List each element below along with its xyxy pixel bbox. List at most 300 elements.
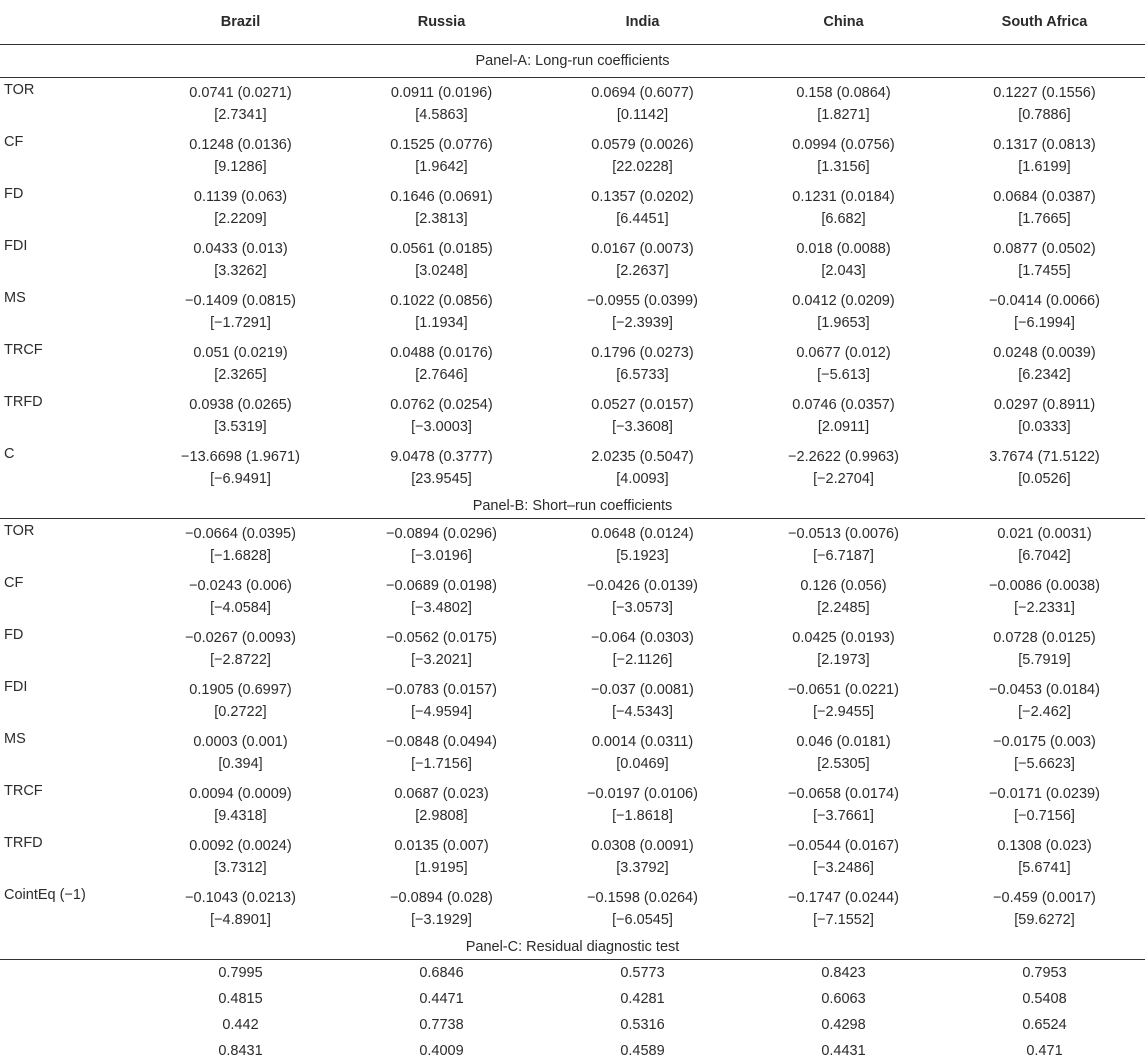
t-statistic: [0.0333]: [944, 416, 1145, 438]
coefficient-cell: [542, 623, 743, 675]
coefficient-cell: [944, 675, 1145, 727]
table-row: [0, 960, 1145, 987]
diagnostic-value: 0.5316: [542, 1012, 743, 1038]
table-row: [0, 338, 1145, 390]
coefficient-estimate: 0.1022 (0.0856): [341, 290, 542, 312]
coefficient-estimate: 0.0762 (0.0254): [341, 394, 542, 416]
t-statistic: [2.2209]: [140, 208, 341, 230]
coefficient-cell: [542, 779, 743, 831]
t-statistic: [6.4451]: [542, 208, 743, 230]
coefficient-cell: [542, 338, 743, 390]
t-statistic: [1.1934]: [341, 312, 542, 334]
coefficient-cell: [944, 727, 1145, 779]
coefficient-cell: [944, 130, 1145, 182]
coefficient-cell: [542, 675, 743, 727]
header-row: [0, 0, 1145, 45]
diagnostic-value: 0.7738: [341, 1012, 542, 1038]
t-statistic: [−4.8901]: [140, 909, 341, 931]
coefficient-estimate: 0.0412 (0.0209): [743, 290, 944, 312]
coefficient-estimate: 0.0092 (0.0024): [140, 835, 341, 857]
coefficient-estimate: 0.0684 (0.0387): [944, 186, 1145, 208]
t-statistic: [0.2722]: [140, 701, 341, 723]
coefficient-estimate: 0.0746 (0.0357): [743, 394, 944, 416]
panel-a-row-label: TRFD: [0, 390, 140, 442]
t-statistic: [−3.3608]: [542, 416, 743, 438]
t-statistic: [6.5733]: [542, 364, 743, 386]
t-statistic: [6.2342]: [944, 364, 1145, 386]
t-statistic: [5.1923]: [542, 545, 743, 567]
empty-label-cell: [0, 986, 140, 1012]
diagnostic-value: 0.4009: [341, 1038, 542, 1064]
coefficient-estimate: 3.7674 (71.5122): [944, 446, 1145, 468]
coefficient-estimate: −2.2622 (0.9963): [743, 446, 944, 468]
coefficient-estimate: −0.0426 (0.0139): [542, 575, 743, 597]
t-statistic: [2.0911]: [743, 416, 944, 438]
t-statistic: [3.5319]: [140, 416, 341, 438]
header-south-africa: South Africa: [944, 0, 1145, 45]
t-statistic: [−1.7156]: [341, 753, 542, 775]
coefficient-cell: [542, 442, 743, 494]
coefficient-estimate: 0.126 (0.056): [743, 575, 944, 597]
coefficient-cell: [542, 571, 743, 623]
panel-a-row-label: C: [0, 442, 140, 494]
coefficient-cell: [341, 390, 542, 442]
coefficient-cell: [341, 727, 542, 779]
coefficient-estimate: 9.0478 (0.3777): [341, 446, 542, 468]
coefficient-cell: [140, 182, 341, 234]
coefficient-cell: [743, 182, 944, 234]
table-row: [0, 675, 1145, 727]
coefficient-estimate: −0.0197 (0.0106): [542, 783, 743, 805]
t-statistic: [−6.7187]: [743, 545, 944, 567]
coefficient-estimate: −0.0894 (0.028): [341, 887, 542, 909]
empty-label-cell: [0, 1012, 140, 1038]
coefficient-cell: [743, 338, 944, 390]
t-statistic: [−2.2331]: [944, 597, 1145, 619]
coefficient-cell: [341, 779, 542, 831]
coefficient-estimate: 0.0561 (0.0185): [341, 238, 542, 260]
t-statistic: [−2.2704]: [743, 468, 944, 490]
panel-b-row-label: CointEq (−1): [0, 883, 140, 935]
coefficient-estimate: 0.0248 (0.0039): [944, 342, 1145, 364]
t-statistic: [0.394]: [140, 753, 341, 775]
coefficient-cell: [341, 883, 542, 935]
coefficient-estimate: −0.0513 (0.0076): [743, 523, 944, 545]
table-row: [0, 286, 1145, 338]
table-row: [0, 234, 1145, 286]
t-statistic: [5.7919]: [944, 649, 1145, 671]
coefficient-estimate: −0.0664 (0.0395): [140, 523, 341, 545]
t-statistic: [2.3813]: [341, 208, 542, 230]
coefficient-cell: [944, 390, 1145, 442]
t-statistic: [−7.1552]: [743, 909, 944, 931]
coefficient-estimate: −0.459 (0.0017): [944, 887, 1145, 909]
diagnostic-value: 0.4431: [743, 1038, 944, 1064]
coefficient-estimate: 0.0488 (0.0176): [341, 342, 542, 364]
coefficient-cell: [743, 883, 944, 935]
panel-a-row-label: MS: [0, 286, 140, 338]
diagnostic-value: 0.6846: [341, 960, 542, 987]
coefficient-estimate: 0.1248 (0.0136): [140, 134, 341, 156]
panel-a-row-label: CF: [0, 130, 140, 182]
coefficient-estimate: 0.1231 (0.0184): [743, 186, 944, 208]
t-statistic: [5.6741]: [944, 857, 1145, 879]
t-statistic: [−3.0196]: [341, 545, 542, 567]
coefficient-estimate: 0.0297 (0.8911): [944, 394, 1145, 416]
t-statistic: [−1.6828]: [140, 545, 341, 567]
coefficient-estimate: 0.018 (0.0088): [743, 238, 944, 260]
coefficient-cell: [140, 286, 341, 338]
t-statistic: [2.3265]: [140, 364, 341, 386]
panel-a-title: Panel-A: Long-run coefficients: [0, 45, 1145, 78]
coefficient-cell: [743, 571, 944, 623]
table-row: [0, 623, 1145, 675]
diagnostic-value: 0.7953: [944, 960, 1145, 987]
t-statistic: [−5.6623]: [944, 753, 1145, 775]
coefficient-estimate: −0.0544 (0.0167): [743, 835, 944, 857]
coefficient-estimate: 0.0648 (0.0124): [542, 523, 743, 545]
coefficient-cell: [944, 571, 1145, 623]
coefficient-cell: [542, 286, 743, 338]
coefficient-cell: [542, 182, 743, 234]
t-statistic: [6.682]: [743, 208, 944, 230]
t-statistic: [0.0526]: [944, 468, 1145, 490]
coefficient-estimate: −0.0894 (0.0296): [341, 523, 542, 545]
coefficient-cell: [743, 831, 944, 883]
coefficient-estimate: −0.0243 (0.006): [140, 575, 341, 597]
coefficient-cell: [743, 130, 944, 182]
coefficient-cell: [743, 675, 944, 727]
coefficient-cell: [341, 234, 542, 286]
coefficient-estimate: 0.0135 (0.007): [341, 835, 542, 857]
coefficient-cell: [140, 519, 341, 572]
coefficient-cell: [140, 623, 341, 675]
coefficient-cell: [341, 338, 542, 390]
empty-label-cell: [0, 1038, 140, 1064]
coefficient-estimate: 0.1308 (0.023): [944, 835, 1145, 857]
coefficient-cell: [743, 623, 944, 675]
empty-label-cell: [0, 960, 140, 987]
diagnostic-value: 0.8423: [743, 960, 944, 987]
panel-b-row-label: MS: [0, 727, 140, 779]
coefficient-estimate: 0.0094 (0.0009): [140, 783, 341, 805]
coefficient-estimate: −0.0414 (0.0066): [944, 290, 1145, 312]
coefficient-cell: [944, 234, 1145, 286]
panel-a-row-label: TRCF: [0, 338, 140, 390]
t-statistic: [−1.7291]: [140, 312, 341, 334]
coefficient-estimate: −0.0171 (0.0239): [944, 783, 1145, 805]
header-brazil: Brazil: [140, 0, 341, 45]
table-row: [0, 519, 1145, 572]
table-body: [0, 45, 1145, 1064]
coefficient-estimate: 0.0994 (0.0756): [743, 134, 944, 156]
coefficient-cell: [542, 727, 743, 779]
coefficient-estimate: 0.1357 (0.0202): [542, 186, 743, 208]
t-statistic: [2.7646]: [341, 364, 542, 386]
t-statistic: [−4.9594]: [341, 701, 542, 723]
coefficient-estimate: −0.0955 (0.0399): [542, 290, 743, 312]
coefficient-cell: [944, 286, 1145, 338]
coefficient-estimate: −0.1043 (0.0213): [140, 887, 341, 909]
t-statistic: [2.2485]: [743, 597, 944, 619]
coefficient-cell: [944, 883, 1145, 935]
t-statistic: [0.0469]: [542, 753, 743, 775]
coefficient-cell: [944, 182, 1145, 234]
coefficient-estimate: −0.0086 (0.0038): [944, 575, 1145, 597]
table-row: [0, 1012, 1145, 1038]
t-statistic: [−1.8618]: [542, 805, 743, 827]
t-statistic: [−3.1929]: [341, 909, 542, 931]
coefficient-estimate: 0.1796 (0.0273): [542, 342, 743, 364]
coefficient-estimate: 0.0687 (0.023): [341, 783, 542, 805]
coefficient-cell: [140, 675, 341, 727]
table-row: [0, 78, 1145, 131]
diagnostic-value: 0.4281: [542, 986, 743, 1012]
coefficient-cell: [542, 78, 743, 131]
coefficient-cell: [341, 519, 542, 572]
coefficient-cell: [341, 442, 542, 494]
t-statistic: [2.9808]: [341, 805, 542, 827]
table-row: [0, 1038, 1145, 1064]
coefficient-estimate: 0.0677 (0.012): [743, 342, 944, 364]
coefficient-estimate: 0.158 (0.0864): [743, 82, 944, 104]
panel-b-row-label: TOR: [0, 519, 140, 572]
t-statistic: [−2.462]: [944, 701, 1145, 723]
t-statistic: [3.7312]: [140, 857, 341, 879]
t-statistic: [2.2637]: [542, 260, 743, 282]
t-statistic: [−2.3939]: [542, 312, 743, 334]
diagnostic-value: 0.4298: [743, 1012, 944, 1038]
t-statistic: [2.1973]: [743, 649, 944, 671]
panel-c-title-row: [0, 935, 1145, 960]
coefficient-estimate: 0.0694 (0.6077): [542, 82, 743, 104]
diagnostic-value: 0.4471: [341, 986, 542, 1012]
coefficient-cell: [743, 234, 944, 286]
coefficient-estimate: 0.021 (0.0031): [944, 523, 1145, 545]
coefficient-estimate: 0.0579 (0.0026): [542, 134, 743, 156]
coefficient-estimate: −0.0651 (0.0221): [743, 679, 944, 701]
header-russia: Russia: [341, 0, 542, 45]
coefficient-estimate: 0.0728 (0.0125): [944, 627, 1145, 649]
t-statistic: [1.9642]: [341, 156, 542, 178]
t-statistic: [−3.0573]: [542, 597, 743, 619]
t-statistic: [1.7455]: [944, 260, 1145, 282]
coefficient-cell: [944, 623, 1145, 675]
coefficient-estimate: 0.1139 (0.063): [140, 186, 341, 208]
coefficient-cell: [341, 831, 542, 883]
coefficient-cell: [140, 571, 341, 623]
coefficient-estimate: −0.0658 (0.0174): [743, 783, 944, 805]
table-row: [0, 831, 1145, 883]
t-statistic: [−3.7661]: [743, 805, 944, 827]
panel-b-row-label: TRFD: [0, 831, 140, 883]
coefficient-estimate: −0.0848 (0.0494): [341, 731, 542, 753]
t-statistic: [−6.0545]: [542, 909, 743, 931]
table-row: [0, 883, 1145, 935]
t-statistic: [23.9545]: [341, 468, 542, 490]
coefficient-estimate: −0.1598 (0.0264): [542, 887, 743, 909]
panel-a-title-row: [0, 45, 1145, 78]
t-statistic: [3.3262]: [140, 260, 341, 282]
coefficient-cell: [140, 883, 341, 935]
t-statistic: [9.1286]: [140, 156, 341, 178]
coefficient-estimate: 0.1317 (0.0813): [944, 134, 1145, 156]
diagnostic-value: 0.4589: [542, 1038, 743, 1064]
coefficient-cell: [341, 182, 542, 234]
coefficient-estimate: 0.0014 (0.0311): [542, 731, 743, 753]
t-statistic: [−6.1994]: [944, 312, 1145, 334]
coefficient-cell: [743, 779, 944, 831]
t-statistic: [6.7042]: [944, 545, 1145, 567]
coefficient-estimate: 0.0911 (0.0196): [341, 82, 542, 104]
t-statistic: [2.043]: [743, 260, 944, 282]
coefficient-estimate: −0.1747 (0.0244): [743, 887, 944, 909]
header-india: India: [542, 0, 743, 45]
t-statistic: [22.0228]: [542, 156, 743, 178]
table-row: [0, 986, 1145, 1012]
table-row: [0, 727, 1145, 779]
t-statistic: [−5.613]: [743, 364, 944, 386]
t-statistic: [1.8271]: [743, 104, 944, 126]
panel-c-title: Panel-C: Residual diagnostic test: [0, 935, 1145, 960]
t-statistic: [1.9195]: [341, 857, 542, 879]
coefficient-estimate: 0.1227 (0.1556): [944, 82, 1145, 104]
coefficient-cell: [944, 831, 1145, 883]
coefficient-cell: [743, 78, 944, 131]
t-statistic: [1.7665]: [944, 208, 1145, 230]
coefficient-estimate: −0.0783 (0.0157): [341, 679, 542, 701]
t-statistic: [1.9653]: [743, 312, 944, 334]
coefficient-estimate: 0.046 (0.0181): [743, 731, 944, 753]
table-row: [0, 182, 1145, 234]
coefficient-cell: [743, 286, 944, 338]
coefficient-cell: [140, 831, 341, 883]
coefficient-cell: [542, 831, 743, 883]
diagnostic-value: 0.442: [140, 1012, 341, 1038]
t-statistic: [1.6199]: [944, 156, 1145, 178]
coefficient-cell: [542, 130, 743, 182]
t-statistic: [−0.7156]: [944, 805, 1145, 827]
coefficient-cell: [542, 883, 743, 935]
coefficient-cell: [341, 623, 542, 675]
coefficient-cell: [140, 727, 341, 779]
t-statistic: [9.4318]: [140, 805, 341, 827]
diagnostic-value: 0.5773: [542, 960, 743, 987]
coefficient-estimate: 0.0003 (0.001): [140, 731, 341, 753]
t-statistic: [1.3156]: [743, 156, 944, 178]
diagnostic-value: 0.8431: [140, 1038, 341, 1064]
table-row: [0, 571, 1145, 623]
panel-b-title: Panel-B: Short–run coefficients: [0, 494, 1145, 519]
coefficient-cell: [944, 338, 1145, 390]
coefficient-cell: [341, 571, 542, 623]
t-statistic: [−2.9455]: [743, 701, 944, 723]
coefficient-estimate: 0.0741 (0.0271): [140, 82, 341, 104]
coefficient-estimate: 0.0425 (0.0193): [743, 627, 944, 649]
t-statistic: [−4.5343]: [542, 701, 743, 723]
panel-b-title-row: [0, 494, 1145, 519]
t-statistic: [59.6272]: [944, 909, 1145, 931]
panel-a-row-label: FDI: [0, 234, 140, 286]
t-statistic: [4.0093]: [542, 468, 743, 490]
t-statistic: [0.7886]: [944, 104, 1145, 126]
coefficient-cell: [341, 78, 542, 131]
coefficient-cell: [944, 78, 1145, 131]
header-china: China: [743, 0, 944, 45]
coefficient-estimate: −0.0267 (0.0093): [140, 627, 341, 649]
t-statistic: [4.5863]: [341, 104, 542, 126]
diagnostic-value: 0.6524: [944, 1012, 1145, 1038]
coefficient-estimate: 0.1525 (0.0776): [341, 134, 542, 156]
panel-b-row-label: CF: [0, 571, 140, 623]
table-row: [0, 442, 1145, 494]
coefficient-cell: [140, 390, 341, 442]
coefficient-estimate: −0.0689 (0.0198): [341, 575, 542, 597]
panel-a-row-label: FD: [0, 182, 140, 234]
panel-b-row-label: TRCF: [0, 779, 140, 831]
t-statistic: [−6.9491]: [140, 468, 341, 490]
coefficient-estimate: 0.0527 (0.0157): [542, 394, 743, 416]
coefficient-estimate: 2.0235 (0.5047): [542, 446, 743, 468]
coefficient-estimate: −0.037 (0.0081): [542, 679, 743, 701]
t-statistic: [−2.1126]: [542, 649, 743, 671]
diagnostic-value: 0.6063: [743, 986, 944, 1012]
coefficient-estimate: −0.0175 (0.003): [944, 731, 1145, 753]
coefficient-estimate: −0.1409 (0.0815): [140, 290, 341, 312]
table-row: [0, 779, 1145, 831]
coefficient-cell: [140, 779, 341, 831]
panel-b-row-label: FD: [0, 623, 140, 675]
coefficient-cell: [140, 442, 341, 494]
t-statistic: [−2.8722]: [140, 649, 341, 671]
coefficient-estimate: 0.1646 (0.0691): [341, 186, 542, 208]
coefficient-estimate: 0.0877 (0.0502): [944, 238, 1145, 260]
coefficient-estimate: −0.0562 (0.0175): [341, 627, 542, 649]
t-statistic: [3.0248]: [341, 260, 542, 282]
coefficient-cell: [341, 286, 542, 338]
diagnostic-value: 0.7995: [140, 960, 341, 987]
diagnostic-value: 0.471: [944, 1038, 1145, 1064]
table-header: [0, 0, 1145, 45]
diagnostic-value: 0.4815: [140, 986, 341, 1012]
coefficient-cell: [140, 78, 341, 131]
t-statistic: [−4.0584]: [140, 597, 341, 619]
coefficient-cell: [542, 519, 743, 572]
t-statistic: [0.1142]: [542, 104, 743, 126]
coefficient-cell: [743, 519, 944, 572]
coefficient-estimate: 0.0308 (0.0091): [542, 835, 743, 857]
panel-a-row-label: TOR: [0, 78, 140, 131]
t-statistic: [2.7341]: [140, 104, 341, 126]
diagnostic-value: 0.5408: [944, 986, 1145, 1012]
coefficient-estimate: 0.0433 (0.013): [140, 238, 341, 260]
coefficient-cell: [542, 390, 743, 442]
coefficient-cell: [743, 727, 944, 779]
coefficient-estimate: −0.064 (0.0303): [542, 627, 743, 649]
coefficient-estimate: 0.0938 (0.0265): [140, 394, 341, 416]
coefficient-estimate: 0.0167 (0.0073): [542, 238, 743, 260]
table-row: [0, 130, 1145, 182]
coefficient-cell: [944, 779, 1145, 831]
coefficient-cell: [944, 442, 1145, 494]
t-statistic: [2.5305]: [743, 753, 944, 775]
coefficient-estimate: 0.1905 (0.6997): [140, 679, 341, 701]
coefficient-cell: [140, 234, 341, 286]
header-corner: [0, 0, 140, 45]
coefficient-cell: [341, 675, 542, 727]
t-statistic: [−3.2021]: [341, 649, 542, 671]
coefficient-cell: [944, 519, 1145, 572]
